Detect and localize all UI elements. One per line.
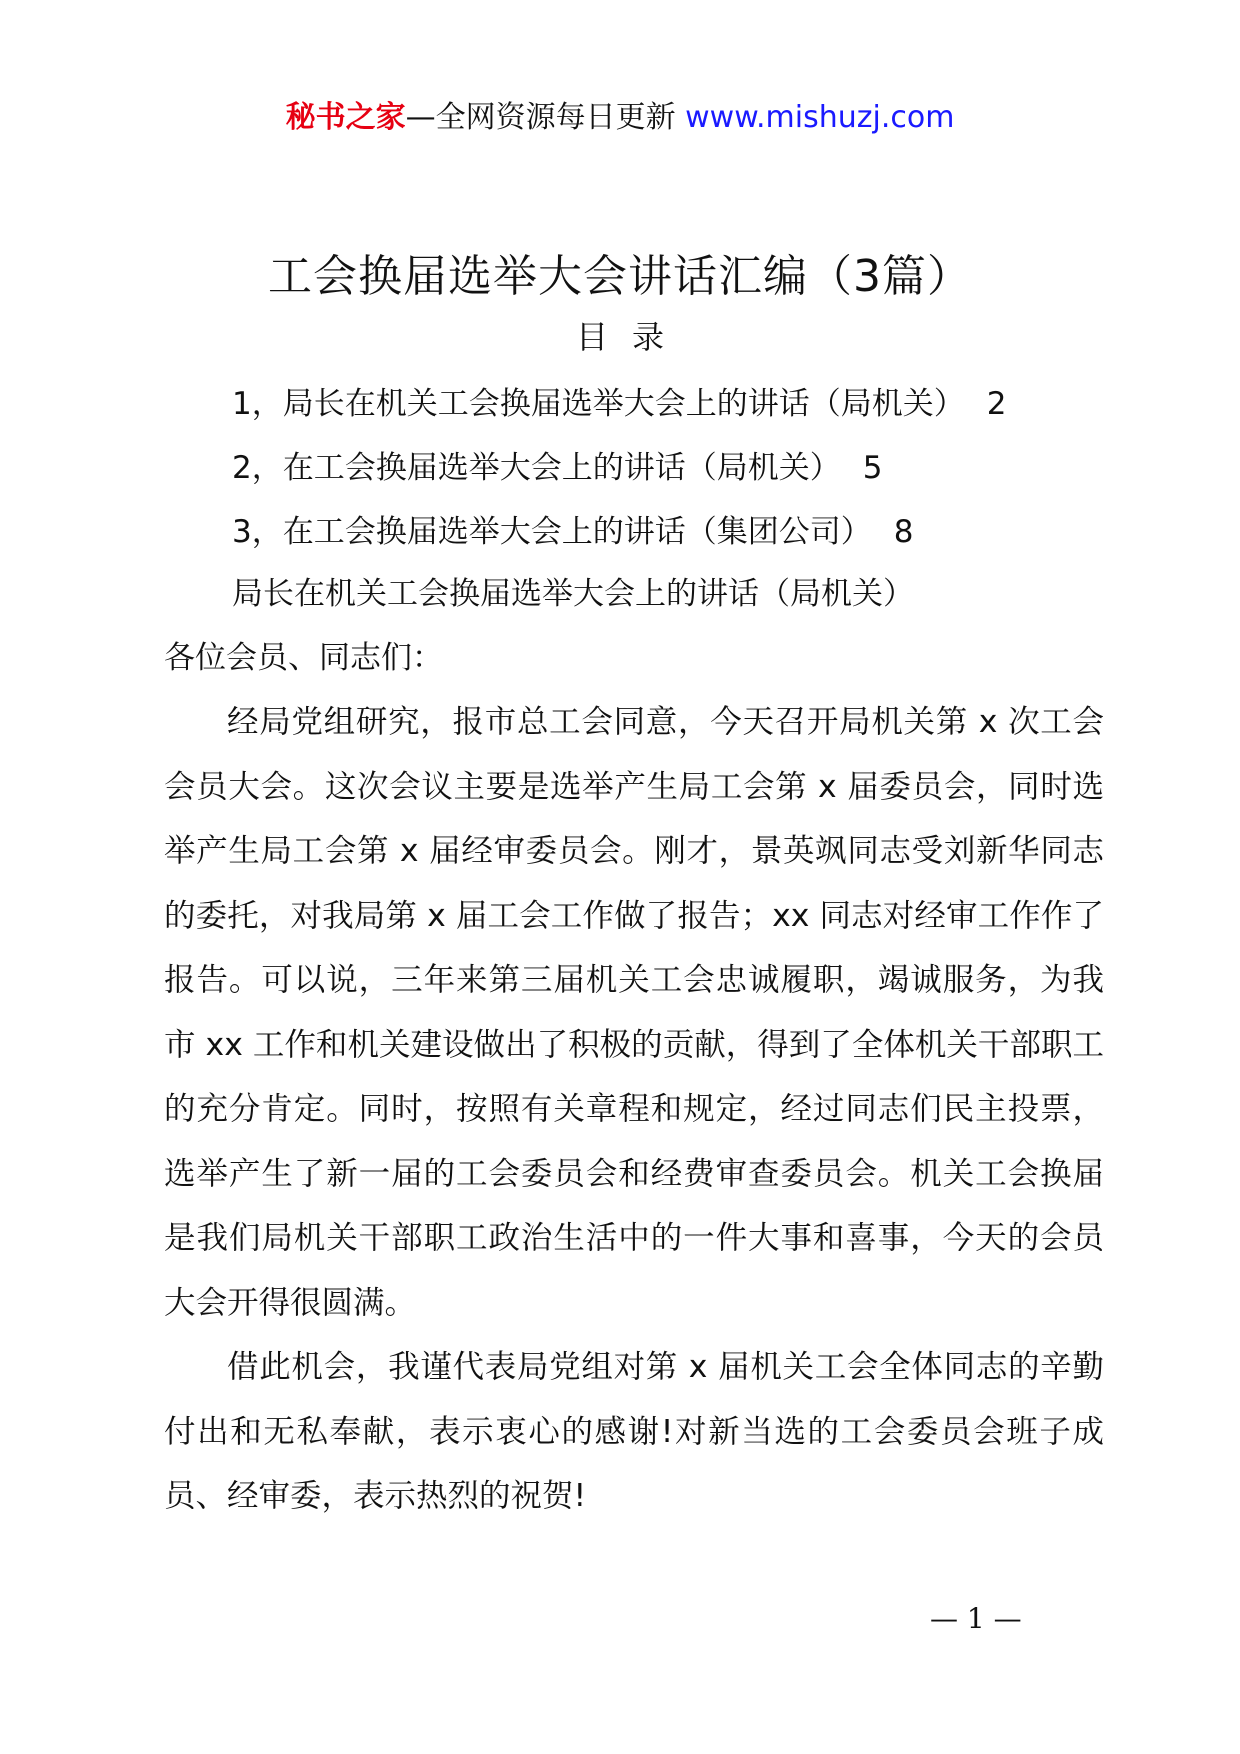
toc-item-page: 8 xyxy=(893,514,914,550)
body-text xyxy=(164,690,1104,1529)
toc-item[interactable] xyxy=(232,436,1132,500)
site-tagline: —全网资源每日更新 xyxy=(405,100,686,135)
salutation: 各位会员、同志们： xyxy=(164,640,443,676)
toc-item-page: 5 xyxy=(862,450,883,486)
toc-heading-char: 目 xyxy=(575,318,608,356)
toc-heading-char: 录 xyxy=(632,318,665,356)
site-brand: 秘书之家 xyxy=(285,100,406,135)
toc-item-label: 3，在工会换届选举大会上的讲话（集团公司） xyxy=(232,514,872,550)
toc-item-label: 1，局长在机关工会换届选举大会上的讲话（局机关） xyxy=(232,386,965,422)
site-url-link[interactable]: www.mishuzj.com xyxy=(685,100,955,135)
table-of-contents xyxy=(232,372,1132,564)
body-paragraph: 借此机会，我谨代表局党组对第 x 届机关工会全体同志的辛勤付出和无私奉献，表示衷心的感谢!对新当选的工会委员会班子成员、经审委，表示热烈的祝贺! xyxy=(164,1349,1104,1514)
toc-heading xyxy=(0,312,1240,358)
body-paragraph: 经局党组研究，报市总工会同意，今天召开局机关第 x 次工会会员大会。这次会议主要是选举产生局工会第 x 届委员会，同时选举产生局工会第 x 届经审委员会。刚才，景英飒同志受刘新华同志的委托，对我局第 x 届工会工作做了报告；xx 同志对经审工作作了报告。可以说，三年来第三届机关工会忠诚履职，竭诚服务，为我市 xx 工作和机关建设做出了积极的贡献，得到了全体机关干部职工的充分肯定。同时，按照有关章程和规定，经过同志们民主投票，选举产生了新一届的工会委员会和经费审查委员会。机关工会换届是我们局机关干部职工政治生活中的一件大事和喜事，今天的会员大会开得很圆满。 xyxy=(164,704,1104,1321)
toc-item-page: 2 xyxy=(986,386,1007,422)
toc-item-label: 2，在工会换届选举大会上的讲话（局机关） xyxy=(232,450,841,486)
document-title: 工会换届选举大会讲话汇编（3篇） xyxy=(268,251,972,302)
site-header xyxy=(0,92,1240,136)
section-title: 局长在机关工会换届选举大会上的讲话（局机关） xyxy=(232,576,914,612)
toc-item[interactable] xyxy=(232,372,1132,436)
page-number: — 1 — xyxy=(930,1602,1022,1635)
toc-item[interactable] xyxy=(232,500,1132,564)
